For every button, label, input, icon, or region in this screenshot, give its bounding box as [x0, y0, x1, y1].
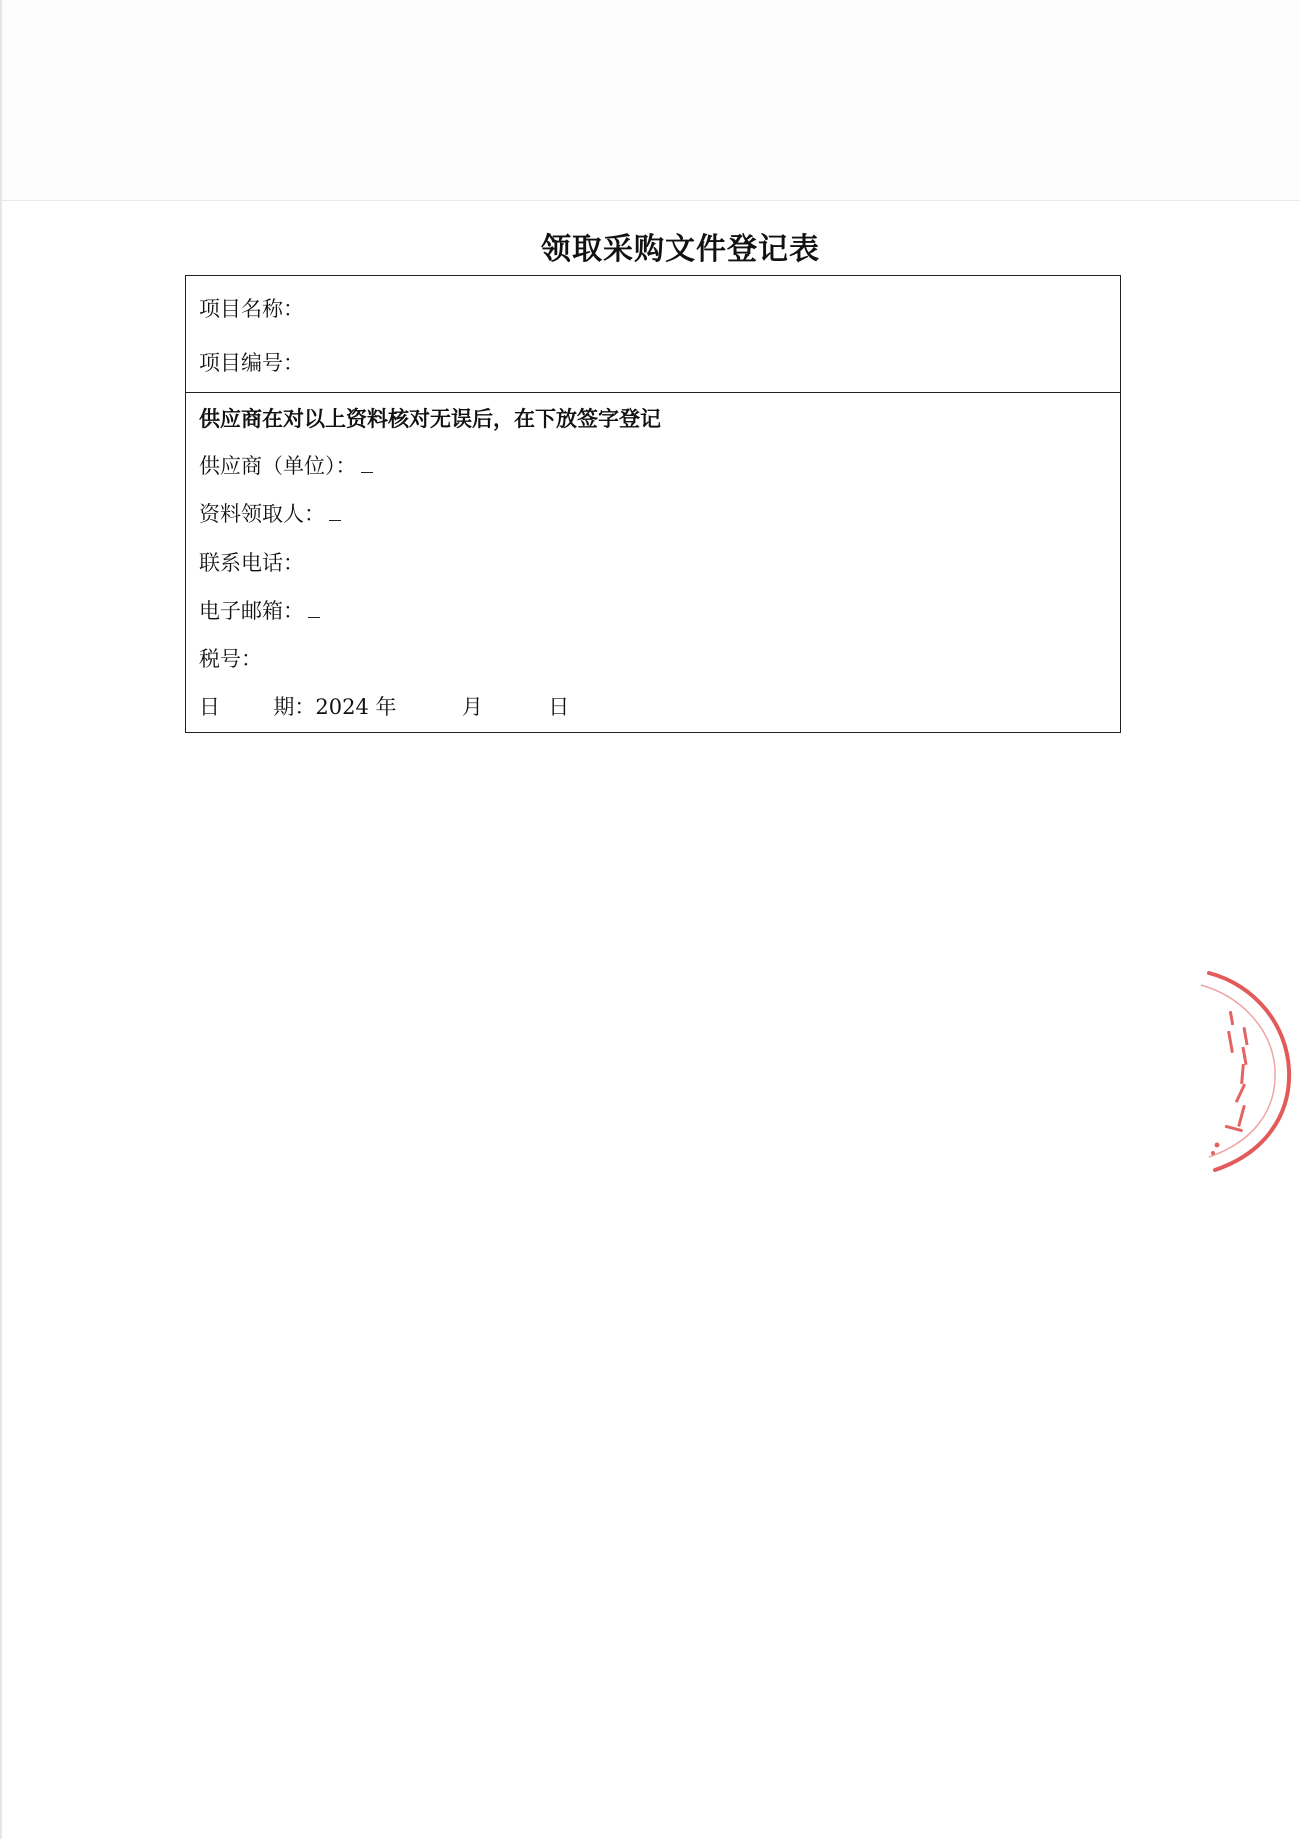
date-period-label: 期：: [273, 695, 316, 719]
date-day-char: 日: [199, 695, 220, 719]
project-name-field: [199, 295, 304, 323]
date-month-unit: 月: [461, 695, 483, 719]
supplier-name-field: [199, 452, 373, 480]
supplier-section: [186, 393, 1120, 732]
supplier-intro-text: 供应商在对以上资料核对无误后，在下放签字登记: [199, 406, 661, 431]
project-info-section: [186, 276, 1120, 393]
date-year-unit: 年: [375, 695, 397, 719]
scan-fold-line: [0, 200, 1300, 201]
phone-field: [199, 549, 304, 577]
supplier-name-blank: [361, 452, 373, 473]
email-label: 电子邮箱：: [199, 599, 304, 623]
tax-number-label: 税号：: [199, 647, 262, 671]
tax-number-field: [199, 645, 262, 673]
phone-label: 联系电话：: [199, 551, 304, 575]
receiver-blank: [329, 500, 341, 521]
supplier-name-label: 供应商（单位）：: [199, 454, 357, 478]
company-seal-stamp: [1185, 965, 1295, 1175]
date-year: 2024: [315, 695, 369, 719]
registration-form-table: [185, 275, 1121, 733]
email-field: [199, 597, 320, 625]
receiver-field: [199, 500, 341, 528]
date-field: [199, 693, 569, 721]
email-blank: [308, 597, 320, 618]
project-name-label: 项目名称：: [199, 297, 304, 321]
scan-left-edge: [0, 0, 2, 1839]
scan-header-area: [0, 0, 1300, 200]
project-number-label: 项目编号：: [199, 351, 304, 375]
project-number-field: [199, 349, 304, 377]
date-day-unit: 日: [548, 695, 570, 719]
receiver-label: 资料领取人：: [199, 502, 325, 526]
document-title: 领取采购文件登记表: [541, 232, 820, 267]
